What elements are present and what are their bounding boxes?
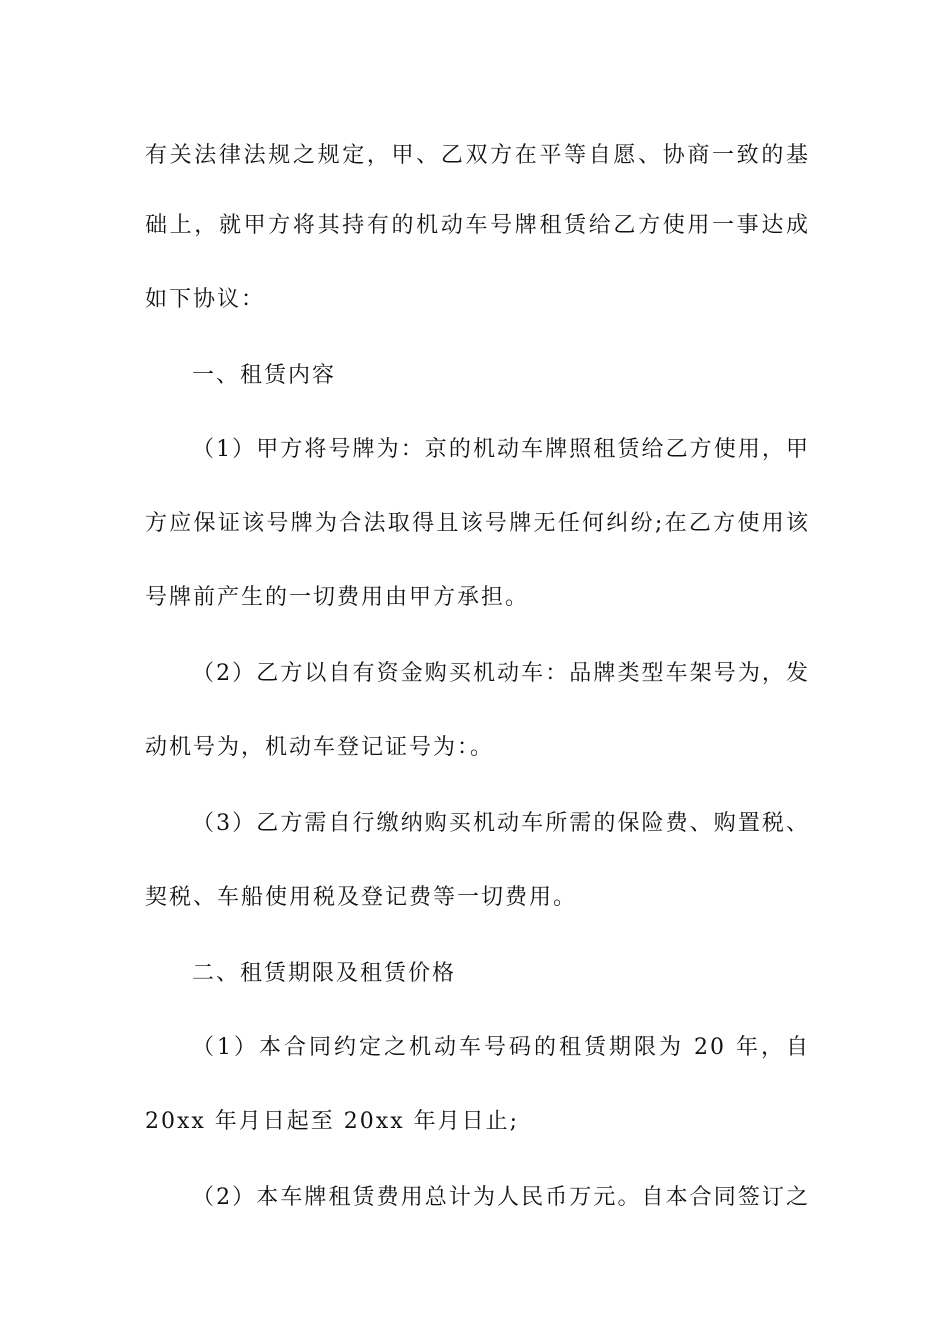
paragraph-line: （3）乙方需自行缴纳购买机动车所需的保险费、购置税、 bbox=[192, 811, 810, 836]
paragraph-line: （1）本合同约定之机动车号码的租赁期限为 20 年，自 bbox=[192, 1035, 810, 1060]
paragraph-line: 方应保证该号牌为合法取得且该号牌无任何纠纷;在乙方使用该 bbox=[145, 511, 810, 536]
section-heading: 一、租赁内容 bbox=[192, 363, 337, 388]
section-heading: 二、租赁期限及租赁价格 bbox=[192, 961, 457, 986]
paragraph-line: 契税、车船使用税及登记费等一切费用。 bbox=[145, 885, 578, 910]
paragraph-line: 动机号为，机动车登记证号为：。 bbox=[145, 735, 495, 760]
paragraph-line: 如下协议： bbox=[145, 287, 266, 312]
paragraph-line: （2）乙方以自有资金购买机动车：品牌类型车架号为，发 bbox=[192, 661, 810, 686]
paragraph-line: 有关法律法规之规定，甲、乙双方在平等自愿、协商一致的基 bbox=[145, 143, 810, 168]
paragraph-line: （1）甲方将号牌为：京的机动车牌照租赁给乙方使用，甲 bbox=[192, 437, 810, 462]
paragraph-line: 础上，就甲方将其持有的机动车号牌租赁给乙方使用一事达成 bbox=[145, 213, 810, 238]
paragraph-line: 号牌前产生的一切费用由甲方承担。 bbox=[145, 585, 530, 610]
paragraph-line: （2）本车牌租赁费用总计为人民币万元。自本合同签订之 bbox=[192, 1185, 810, 1210]
paragraph-line: 20xx 年月日起至 20xx 年月日止; bbox=[145, 1109, 520, 1134]
